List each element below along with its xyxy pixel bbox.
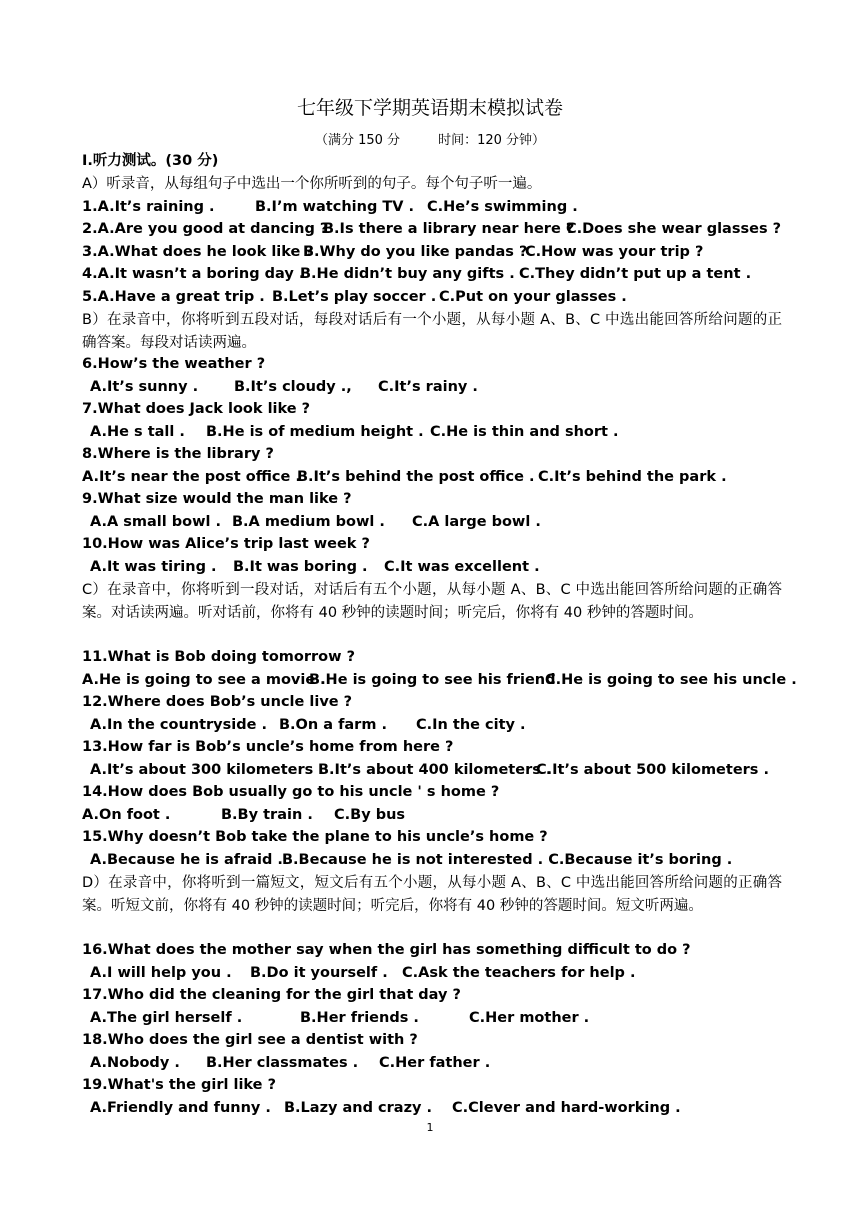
section-heading: I.听力测试。(30 分) — [82, 153, 219, 169]
option-b: B.I’m watching TV . — [255, 199, 415, 215]
part-d-instruction: D）在录音中，你将听到一篇短文，短文后有五个小题，从每小题 A、B、C 中选出能回答所给问题的正确答案。听短文前，你将有 40 秒钟的读题时间；听完后，你将有 40 秒钟的答题时间。短文听两遍。 — [82, 875, 782, 914]
option-c: C.In the city . — [416, 717, 526, 733]
option-b: B.Her classmates . — [206, 1055, 359, 1071]
option-c: C.He’s swimming . — [427, 199, 578, 215]
question-9-stem: 9.What size would the man like ? — [82, 491, 352, 507]
option-c: C.Clever and hard-working . — [452, 1100, 681, 1116]
option-a: A.It’s sunny . — [90, 379, 199, 395]
question-8-stem: 8.Where is the library ? — [82, 446, 274, 462]
page-number: 1 — [426, 1121, 434, 1134]
question-18-stem: 18.Who does the girl see a dentist with ? — [82, 1032, 418, 1048]
option-b: B.By train . — [221, 807, 313, 823]
part-b-instruction: B）在录音中，你将听到五段对话，每段对话后有一个小题，从每小题 A、B、C 中选出能回答所给问题的正确答案。每段对话读两遍。 — [82, 312, 782, 351]
question-17-stem: 17.Who did the cleaning for the girl that day ? — [82, 987, 461, 1003]
option-c: C.He is thin and short . — [430, 424, 619, 440]
option-b: B.Is there a library near here ? — [323, 221, 575, 237]
option-b: B.On a farm . — [279, 717, 387, 733]
option-c: C.It’s about 500 kilometers . — [536, 762, 769, 778]
option-b: B.Lazy and crazy . — [284, 1100, 433, 1116]
option-c: C.Put on your glasses . — [439, 289, 627, 305]
option-c: C.By bus — [334, 807, 406, 823]
option-b: B.Do it yourself . — [250, 965, 388, 981]
option-a: 4.A.It wasn’t a boring day . — [82, 266, 305, 282]
option-b: B.Why do you like pandas ? — [303, 244, 528, 260]
option-b: B.A medium bowl . — [232, 514, 385, 530]
page-subtitle — [0, 129, 860, 148]
question-14-stem: 14.How does Bob usually go to his uncle ' s home ? — [82, 784, 500, 800]
option-c: C.It was excellent . — [384, 559, 540, 575]
option-c: C.Ask the teachers for help . — [402, 965, 636, 981]
option-b: B.It’s behind the post office . — [297, 469, 535, 485]
option-a: A.On foot . — [82, 807, 171, 823]
question-15-stem: 15.Why doesn’t Bob take the plane to his uncle’s home ? — [82, 829, 548, 845]
option-c: C.A large bowl . — [412, 514, 541, 530]
option-a: 3.A.What does he look like ? — [82, 244, 314, 260]
option-c: C.Her mother . — [469, 1010, 590, 1026]
part-a-instruction: A）听录音，从每组句子中选出一个你所听到的句子。每个句子听一遍。 — [82, 176, 542, 192]
option-a: A.The girl herself . — [90, 1010, 243, 1026]
question-13-stem: 13.How far is Bob’s uncle’s home from here ? — [82, 739, 454, 755]
part-c-instruction: C）在录音中，你将听到一段对话，对话后有五个小题，从每小题 A、B、C 中选出能回答所给问题的正确答案。对话读两遍。听对话前，你将有 40 秒钟的读题时间；听完后，你将有 40 秒钟的答题时间。 — [82, 582, 782, 621]
question-12-stem: 12.Where does Bob’s uncle live ? — [82, 694, 353, 710]
option-a: A.I will help you . — [90, 965, 232, 981]
option-a: A.It’s about 300 kilometers . — [90, 762, 324, 778]
option-c: C.Does she wear glasses ? — [566, 221, 782, 237]
option-a: 2.A.Are you good at dancing ? — [82, 221, 329, 237]
question-16-stem: 16.What does the mother say when the girl has something difficult to do ? — [82, 942, 691, 958]
question-19-stem: 19.What's the girl like ? — [82, 1077, 276, 1093]
time-limit-label: 时间：120 分钟） — [438, 133, 546, 148]
option-a: A.It’s near the post office . — [82, 469, 301, 485]
option-a: A.In the countryside . — [90, 717, 268, 733]
option-b: B.It’s about 400 kilometers . — [318, 762, 552, 778]
option-a: A.He s tall . — [90, 424, 185, 440]
option-b-c: B.Because he is not interested . C.Because it’s boring . — [282, 852, 733, 868]
question-10-stem: 10.How was Alice’s trip last week ? — [82, 536, 370, 552]
option-b: B.Let’s play soccer . — [272, 289, 437, 305]
option-b: B.Her friends . — [300, 1010, 419, 1026]
option-a: A.Friendly and funny . — [90, 1100, 271, 1116]
full-score-label: （满分 150 分 — [314, 133, 401, 148]
option-a: 5.A.Have a great trip . — [82, 289, 265, 305]
option-c: C.It’s behind the park . — [538, 469, 727, 485]
page-title: 七年级下学期英语期末模拟试卷 — [296, 97, 563, 119]
option-a: A.Nobody . — [90, 1055, 180, 1071]
option-a: A.He is going to see a movie . — [82, 672, 326, 688]
question-7-stem: 7.What does Jack look like ? — [82, 401, 311, 417]
option-c: C.It’s rainy . — [378, 379, 478, 395]
option-a: A.A small bowl . — [90, 514, 222, 530]
option-a: 1.A.It’s raining . — [82, 199, 215, 215]
option-a: A.Because he is afraid . — [90, 852, 283, 868]
question-6-stem: 6.How’s the weather ? — [82, 356, 266, 372]
option-b: B.He is of medium height . — [206, 424, 424, 440]
option-a: A.It was tiring . — [90, 559, 217, 575]
option-b: B.He didn’t buy any gifts . — [300, 266, 515, 282]
option-c: C.He is going to see his uncle . — [545, 672, 797, 688]
option-b: B.It’s cloudy ., — [234, 379, 352, 395]
option-c: C.They didn’t put up a tent . — [519, 266, 752, 282]
option-c: C.How was your trip ? — [525, 244, 704, 260]
question-11-stem: 11.What is Bob doing tomorrow ? — [82, 649, 356, 665]
option-b: B.He is going to see his friend — [309, 672, 556, 688]
option-c: C.Her father . — [379, 1055, 491, 1071]
option-b: B.It was boring . — [233, 559, 368, 575]
